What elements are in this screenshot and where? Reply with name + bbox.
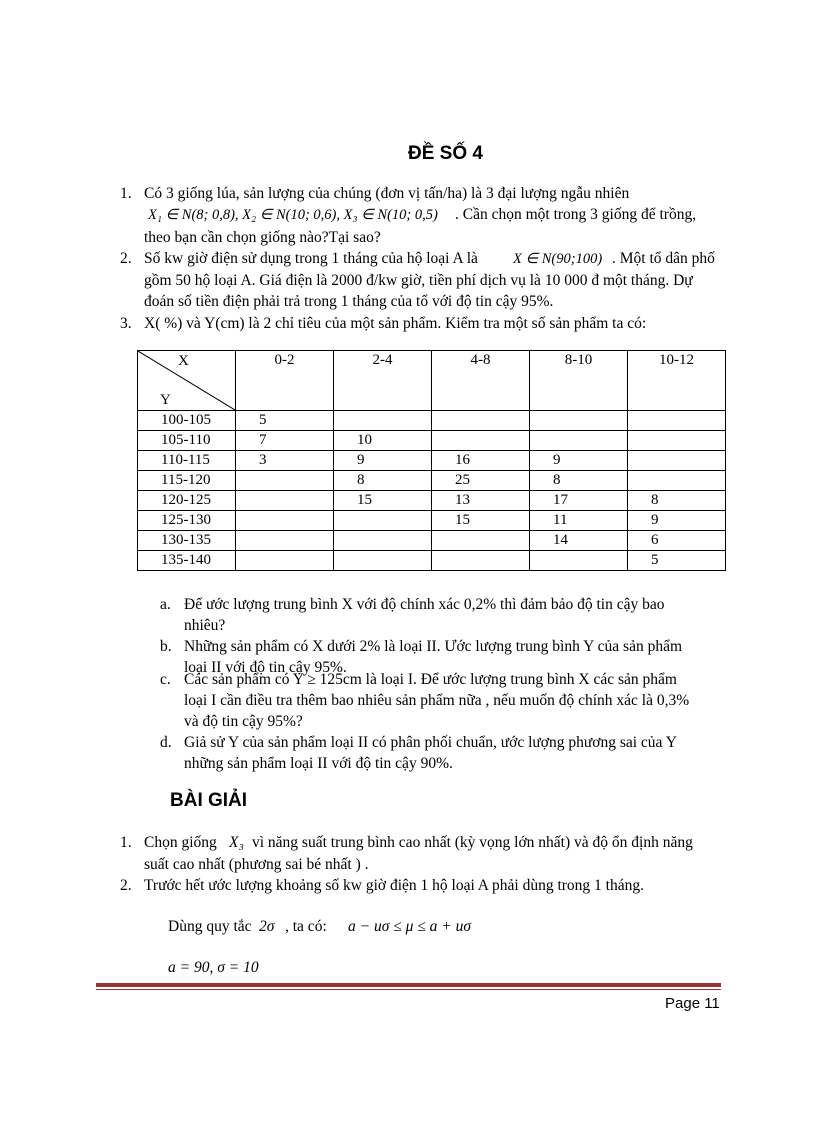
- question-text: đoán số tiền điện phải trả trong 1 tháng của tổ với độ tin cậy 95%.: [144, 293, 554, 310]
- table-cell: 14: [530, 531, 628, 551]
- table-cell: 25: [432, 471, 530, 491]
- data-table: [137, 350, 726, 571]
- column-header: 4-8: [432, 351, 530, 411]
- table-cell: 17: [530, 491, 628, 511]
- row-label: 130-135: [138, 531, 236, 551]
- question-text: X( %) và Y(cm) là 2 chỉ tiêu của một sản phẩm. Kiểm tra một số sản phẩm ta có:: [144, 315, 647, 332]
- table-cell: [236, 471, 334, 491]
- question-text: . Cần chọn một trong 3 giống để trồng,: [455, 206, 697, 223]
- subquestion-text: Những sản phẩm có X dưới 2% là loại II. Ước lượng trung bình Y của sản phẩm: [184, 638, 683, 655]
- table-cell: 15: [432, 511, 530, 531]
- table-cell: 15: [334, 491, 432, 511]
- footer-bar-thin: [96, 989, 721, 990]
- table-row: [138, 491, 726, 511]
- table-cell: 11: [530, 511, 628, 531]
- row-label: 125-130: [138, 511, 236, 531]
- column-header: 8-10: [530, 351, 628, 411]
- corner-x-label: X: [178, 353, 189, 369]
- solution-formula: X₃: [229, 834, 244, 851]
- table-cell: [432, 531, 530, 551]
- question-formula: X ∈ N(90;100): [513, 251, 603, 267]
- table-row: [138, 451, 726, 471]
- subquestion-text: loại II với độ tin cậy 95%.: [184, 659, 347, 676]
- table-corner-cell: [138, 351, 236, 411]
- solution-text: Chọn giống: [144, 834, 217, 851]
- table-cell: 10: [334, 431, 432, 451]
- subquestion-text: Để ước lượng trung bình X với độ chính xác 0,2% thì đảm bảo độ tin cậy bao: [184, 596, 665, 613]
- question-text: . Một tổ dân phố: [612, 250, 715, 267]
- table-row: [138, 471, 726, 491]
- table-cell: [628, 411, 726, 431]
- table-cell: 8: [334, 471, 432, 491]
- table-row: [138, 531, 726, 551]
- solution-number: 2.: [120, 877, 132, 894]
- subquestion-letter: a.: [160, 596, 171, 613]
- row-label: 110-115: [138, 451, 236, 471]
- question-text: theo bạn cần chọn giống nào?Tại sao?: [144, 229, 381, 246]
- question-number: 3.: [120, 315, 132, 332]
- column-header: 2-4: [334, 351, 432, 411]
- subquestion-text: những sản phẩm loại II với độ tin cậy 90%.: [184, 755, 453, 772]
- rule-text: , ta có:: [285, 918, 327, 935]
- row-label: 105-110: [138, 431, 236, 451]
- question-number: 2.: [120, 250, 132, 267]
- table-cell: 6: [628, 531, 726, 551]
- table-cell: 13: [432, 491, 530, 511]
- table-cell: [432, 551, 530, 571]
- table-cell: [236, 491, 334, 511]
- question-text: gồm 50 hộ loại A. Giá điện là 2000 đ/kw giờ, tiền phí dịch vụ là 10 000 đ một tháng. Dự: [144, 272, 693, 289]
- solution-text: vì năng suất trung bình cao nhất (kỳ vọng lớn nhất) và độ ổn định năng: [252, 834, 693, 851]
- rule-formula: a − uσ ≤ μ ≤ a + uσ: [348, 918, 472, 935]
- table-row: [138, 511, 726, 531]
- subquestion-letter: b.: [160, 638, 172, 655]
- table-cell: [334, 411, 432, 431]
- table-row: [138, 431, 726, 451]
- table-cell: 5: [236, 411, 334, 431]
- question-text: Có 3 giống lúa, sản lượng của chúng (đơn vị tấn/ha) là 3 đại lượng ngẫu nhiên: [144, 185, 630, 202]
- subquestion-text: loại I cần điều tra thêm bao nhiêu sản phẩm nữa , nếu muốn độ chính xác là 0,3%: [184, 692, 690, 709]
- subquestion-text: Giả sử Y của sản phẩm loại II có phân phối chuẩn, ước lượng phương sai của Y: [184, 734, 677, 751]
- subquestion-text: và độ tin cậy 95%?: [184, 713, 303, 730]
- row-label: 120-125: [138, 491, 236, 511]
- table-cell: [530, 411, 628, 431]
- question-formula: X₁ ∈ N(8; 0,8), X₂ ∈ N(10; 0,6), X₃ ∈ N(10; 0,5): [148, 207, 438, 223]
- page-title: ĐỀ SỐ 4: [408, 143, 483, 164]
- question-text: Số kw giờ điện sử dụng trong 1 tháng của hộ loại A là: [144, 250, 478, 267]
- row-label: 100-105: [138, 411, 236, 431]
- table-cell: 9: [334, 451, 432, 471]
- page-number: Page 11: [665, 995, 720, 1012]
- table-cell: [334, 511, 432, 531]
- table-row: [138, 411, 726, 431]
- table-row: [138, 551, 726, 571]
- subquestion-text: Các sản phẩm có Y ≥ 125cm là loại I. Để ước lượng trung bình X các sản phẩm: [184, 671, 677, 688]
- subquestion-letter: c.: [160, 671, 171, 688]
- table-cell: [334, 551, 432, 571]
- table-cell: 5: [628, 551, 726, 571]
- subquestion-letter: d.: [160, 734, 172, 751]
- table-cell: [628, 471, 726, 491]
- rule-math: 2σ: [259, 918, 275, 935]
- table-cell: 8: [530, 471, 628, 491]
- params-formula: a = 90, σ = 10: [168, 959, 259, 976]
- table-cell: [236, 511, 334, 531]
- table-cell: 16: [432, 451, 530, 471]
- table-cell: [432, 431, 530, 451]
- table-cell: [628, 451, 726, 471]
- table-cell: [530, 431, 628, 451]
- subquestion-text: nhiêu?: [184, 617, 226, 634]
- rule-text: Dùng quy tắc: [168, 918, 252, 935]
- question-number: 1.: [120, 185, 132, 202]
- row-label: 135-140: [138, 551, 236, 571]
- table-cell: [628, 431, 726, 451]
- table-cell: [530, 551, 628, 571]
- table-cell: 8: [628, 491, 726, 511]
- table-cell: [432, 411, 530, 431]
- column-header: 10-12: [628, 351, 726, 411]
- solution-text: Trước hết ước lượng khoảng số kw giờ điện 1 hộ loại A phải dùng trong 1 tháng.: [144, 877, 644, 894]
- table-cell: [236, 531, 334, 551]
- table-cell: 9: [530, 451, 628, 471]
- solution-title: BÀI GIẢI: [170, 790, 248, 811]
- table-cell: 7: [236, 431, 334, 451]
- row-label: 115-120: [138, 471, 236, 491]
- table-cell: 3: [236, 451, 334, 471]
- footer-bar-thick: [96, 983, 721, 987]
- table-cell: 9: [628, 511, 726, 531]
- table-cell: [236, 551, 334, 571]
- table-cell: [334, 531, 432, 551]
- corner-y-label: Y: [160, 392, 171, 408]
- solution-text: suất cao nhất (phương sai bé nhất ) .: [144, 856, 369, 873]
- column-header: 0-2: [236, 351, 334, 411]
- solution-number: 1.: [120, 834, 132, 851]
- table-header-row: [138, 351, 726, 411]
